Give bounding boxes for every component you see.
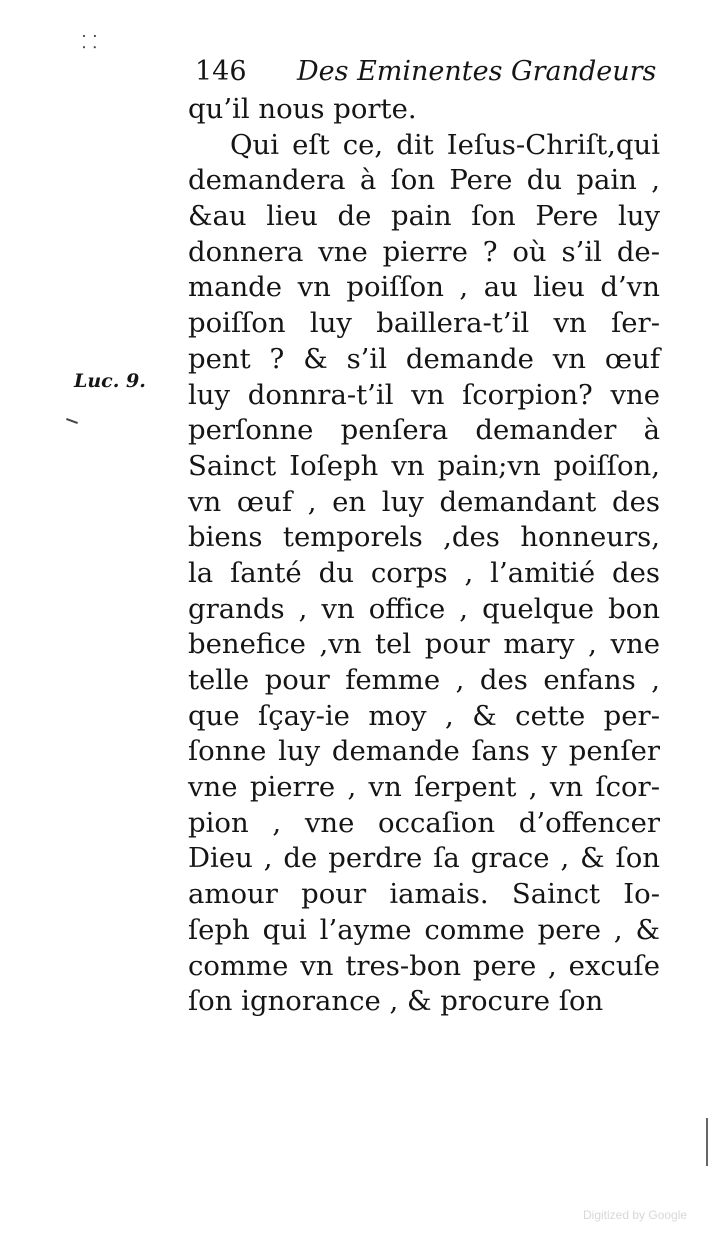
page-edge-mark	[706, 1118, 708, 1166]
text-line: pion , vne occaſion d’offencer	[188, 806, 660, 839]
text-line: ſon ignorance , & procure ſon	[188, 985, 604, 1018]
running-title: Des Eminentes Grandeurs	[297, 56, 657, 87]
page-number: 146	[195, 56, 247, 87]
text-line: que ſçay-ie moy , & cette per-	[188, 699, 660, 732]
text-line: mande vn poiſſon , au lieu d’vn	[188, 271, 660, 304]
running-header	[195, 56, 665, 96]
text-line: telle pour femme , des enfans ,	[188, 664, 660, 696]
text-line: Sainct Ioſeph vn pain;vn poiſſon,	[188, 449, 660, 482]
text-line: Dieu , de perdre ſa grace , & ſon	[188, 842, 660, 875]
text-line: vn œuf , en luy demandant des	[188, 485, 660, 518]
text-line: biens temporels ,des honneurs,	[188, 521, 660, 554]
text-line: donnera vne pierre ? où s’il de-	[188, 235, 660, 268]
text-line: pent ? & s’il demande vn œuf	[188, 342, 660, 375]
text-line: comme vn tres-bon pere , excuſe	[188, 949, 660, 982]
text-line: ſeph qui l’ayme comme pere , &	[188, 913, 660, 946]
text-line: vne pierre , vn ſerpent , vn ſcor-	[188, 771, 660, 804]
text-line: benefice ,vn tel pour mary , vne	[188, 628, 660, 661]
text-line: la ſanté du corps , l’amitié des	[188, 556, 660, 589]
corner-ornament: ⸬	[82, 32, 97, 53]
margin-note: Luc. 9.	[74, 370, 146, 392]
text-line: perſonne penſera demander à	[188, 414, 660, 447]
text-line: demandera à ſon Pere du pain ,	[188, 164, 660, 197]
text-line: amour pour iamais. Sainct Io-	[188, 878, 660, 911]
margin-tick-mark	[66, 418, 78, 424]
watermark: Digitized by Google	[583, 1208, 688, 1222]
text-line: poiſſon luy baillera-t’il vn ſer-	[188, 307, 660, 340]
text-line: Qui eſt ce, dit Ieſus-Chriſt,qui	[230, 128, 660, 161]
text-line: ſonne luy demande ſans y penſer	[188, 735, 660, 768]
text-line: &au lieu de pain ſon Pere luy	[188, 200, 660, 233]
text-line: luy donnra-t’il vn ſcorpion? vne	[188, 378, 660, 411]
text-line: grands , vn office , quelque bon	[188, 592, 660, 625]
body-text	[188, 92, 660, 1020]
text-line: qu’il nous porte.	[188, 93, 417, 125]
